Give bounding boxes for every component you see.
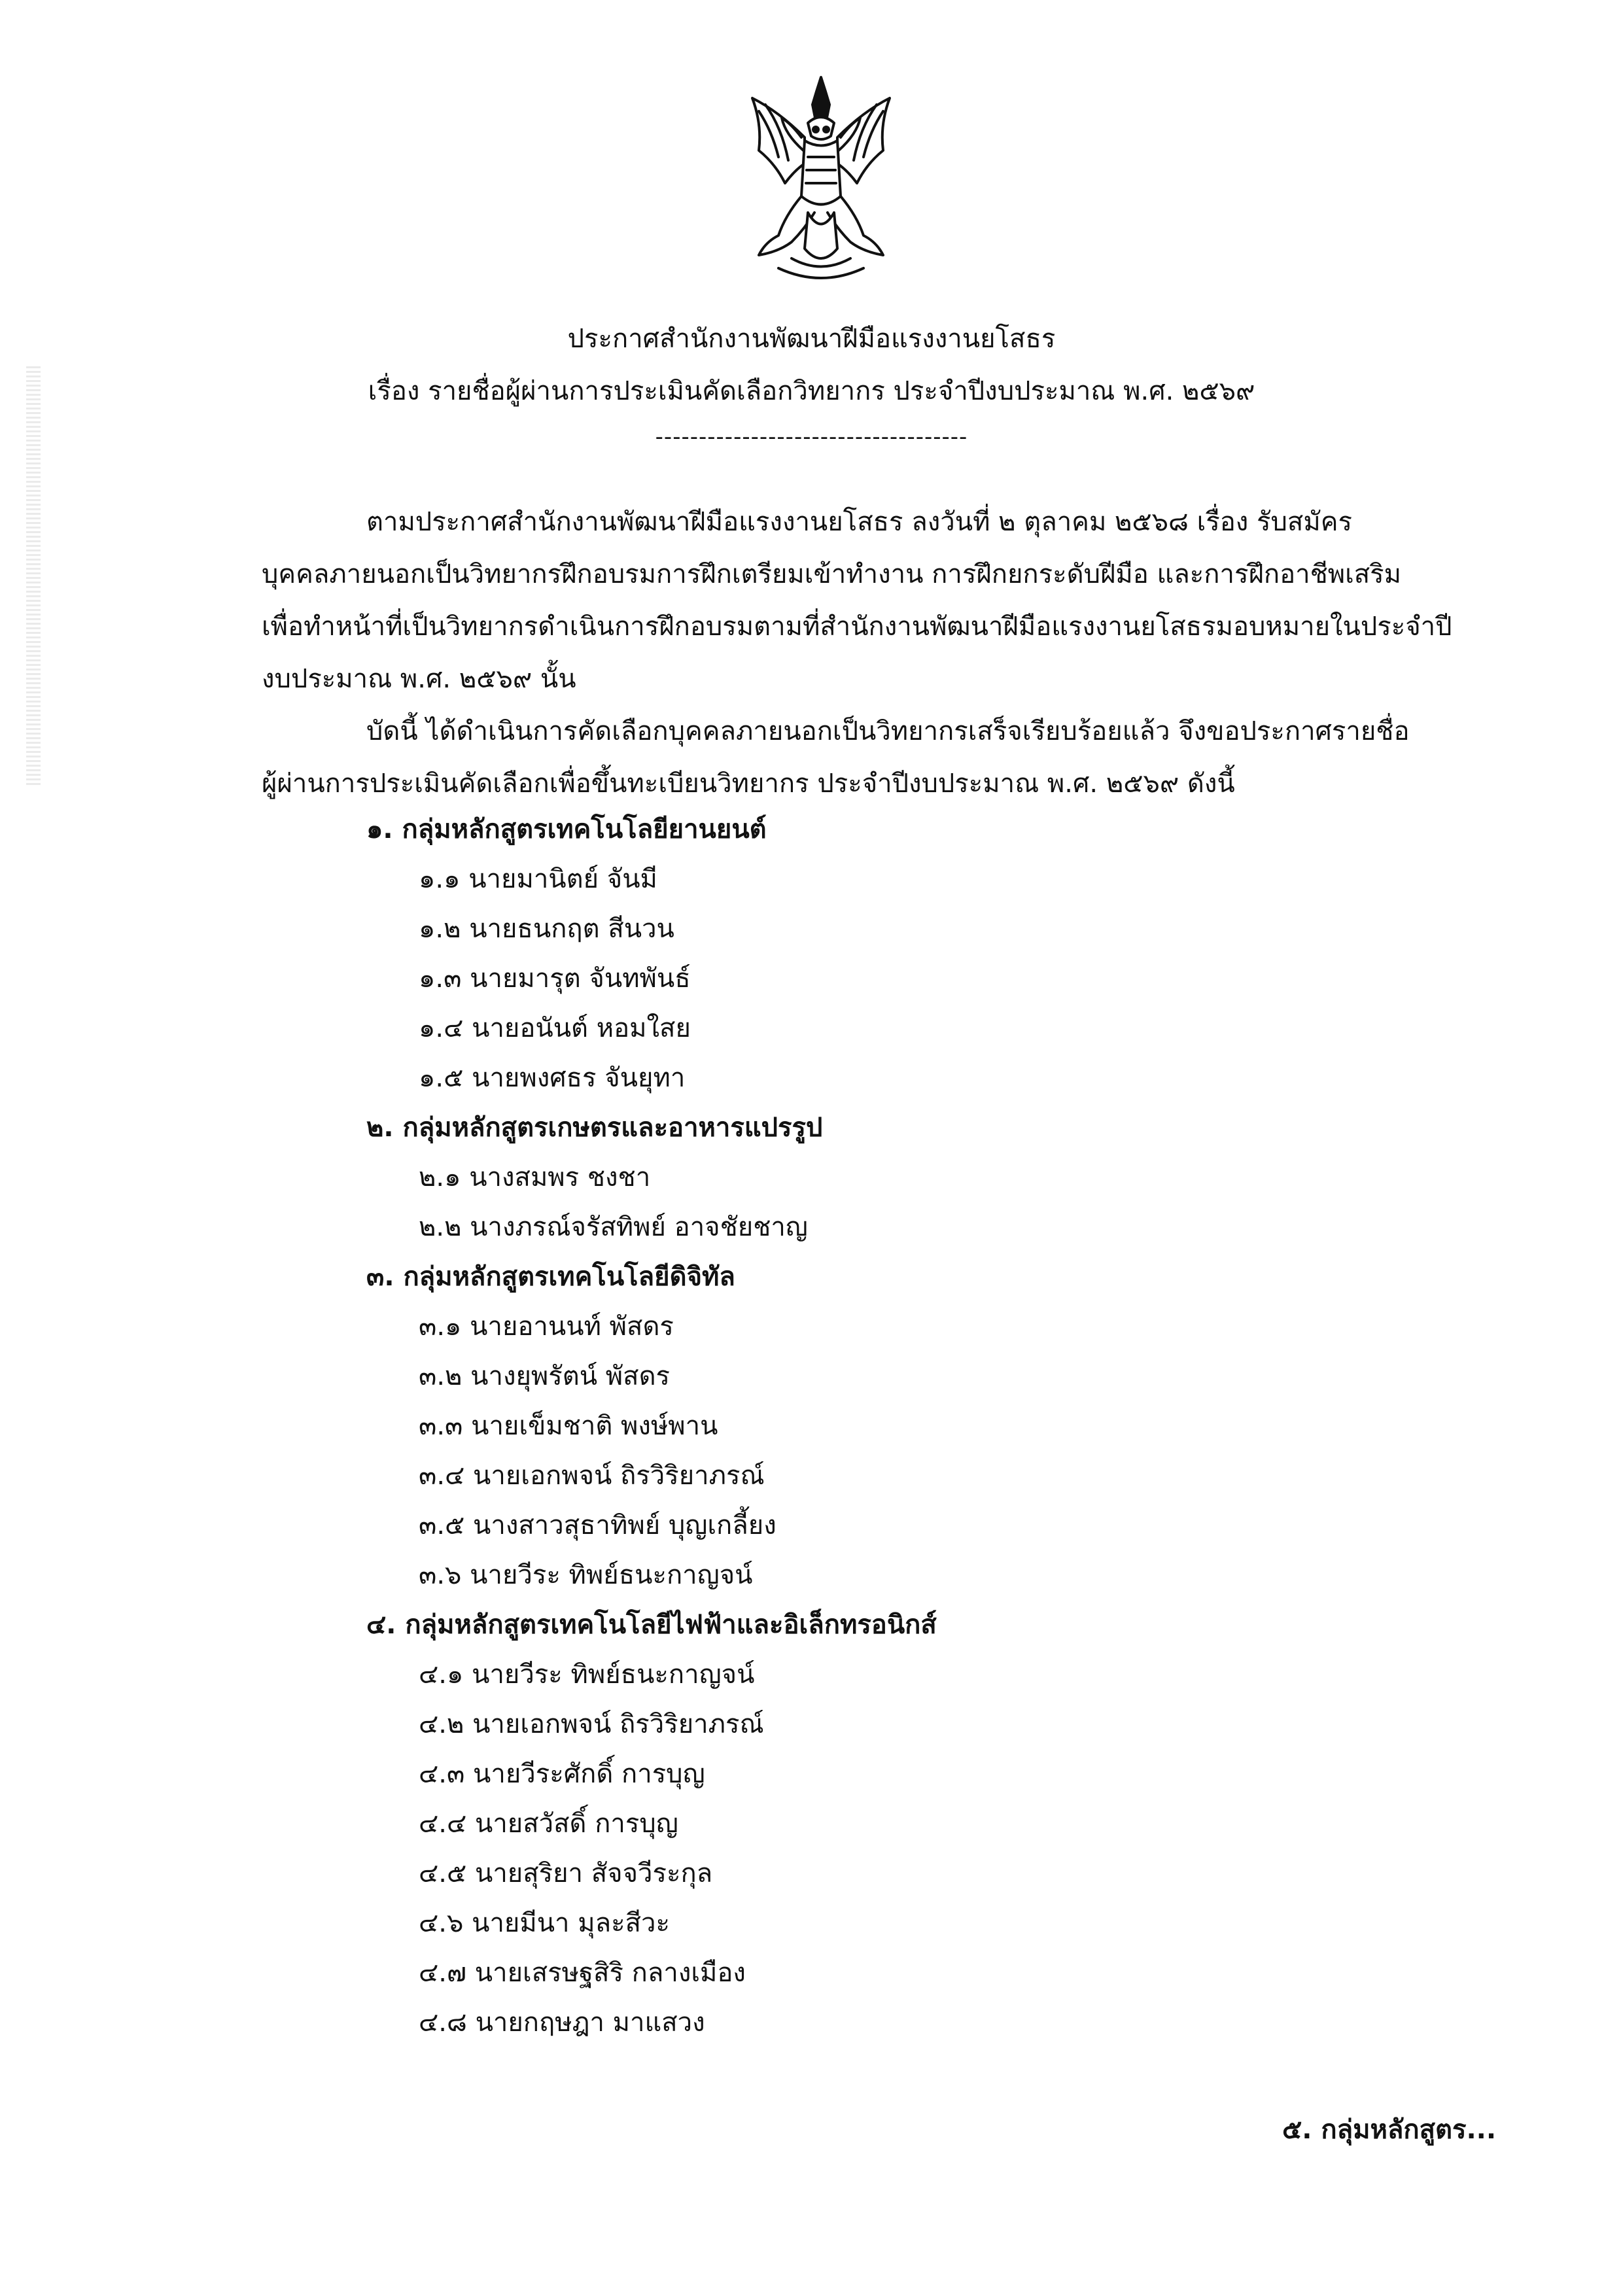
garuda-emblem-icon [739, 72, 903, 294]
list-item: ๓.๕ นางสาวสุธาทิพย์ บุญเกลี้ยง [419, 1510, 777, 1540]
paragraph-line: บุคคลภายนอกเป็นวิทยากรฝึกอบรมการฝึกเตรียมเข้าทำงาน การฝึกยกระดับฝีมือ และการฝึกอาชีพเสริม [262, 559, 1402, 589]
paragraph-line: งบประมาณ พ.ศ. ๒๕๖๙ นั้น [262, 664, 576, 694]
list-item: ๑.๒ นายธนกฤต สีนวน [419, 914, 674, 944]
course-group-heading: ๓. กลุ่มหลักสูตรเทคโนโลยีดิจิทัล [366, 1262, 735, 1292]
announcement-subject: เรื่อง รายชื่อผู้ผ่านการประเมินคัดเลือกวิทยากร ประจำปีงบประมาณ พ.ศ. ๒๕๖๙ [368, 376, 1255, 406]
list-item: ๔.๒ นายเอกพจน์ ถิรวิริยาภรณ์ [419, 1709, 764, 1739]
list-item: ๔.๑ นายวีระ ทิพย์ธนะกาญจน์ [419, 1660, 755, 1690]
list-item: ๔.๗ นายเสรษฐสิริ กลางเมือง [419, 1958, 746, 1988]
list-item: ๒.๒ นางภรณ์จรัสทิพย์ อาจชัยชาญ [419, 1212, 808, 1242]
list-item: ๔.๖ นายมีนา มุละสีวะ [419, 1908, 670, 1938]
paragraph-line: ผู้ผ่านการประเมินคัดเลือกเพื่อขึ้นทะเบียนวิทยากร ประจำปีงบประมาณ พ.ศ. ๒๕๖๙ ดังนี้ [262, 769, 1235, 799]
list-item: ๓.๑ นายอานนท์ พัสดร [419, 1312, 674, 1342]
paragraph-line: ตามประกาศสำนักงานพัฒนาฝีมือแรงงานยโสธร ลงวันที่ ๒ ตุลาคม ๒๕๖๘ เรื่อง รับสมัคร [366, 507, 1352, 537]
list-item: ๑.๓ นายมารุต จันทพันธ์ [419, 964, 691, 994]
list-item: ๓.๓ นายเข็มชาติ พงษ์พาน [419, 1411, 718, 1441]
course-group-heading: ๔. กลุ่มหลักสูตรเทคโนโลยีไฟฟ้าและอิเล็กทรอนิกส์ [366, 1610, 937, 1640]
list-item: ๓.๖ นายวีระ ทิพย์ธนะกาญจน์ [419, 1560, 753, 1590]
course-group-heading: ๑. กลุ่มหลักสูตรเทคโนโลยียานยนต์ [366, 814, 767, 844]
paragraph-line: เพื่อทำหน้าที่เป็นวิทยากรดำเนินการฝึกอบรมตามที่สำนักงานพัฒนาฝีมือแรงงานยโสธรมอบหมายในประจำปี [262, 612, 1452, 642]
announcement-title: ประกาศสำนักงานพัฒนาฝีมือแรงงานยโสธร [567, 324, 1056, 354]
course-group-heading: ๒. กลุ่มหลักสูตรเกษตรและอาหารแปรรูป [366, 1113, 823, 1143]
list-item: ๔.๓ นายวีระศักดิ์ การบุญ [419, 1759, 705, 1789]
list-item: ๑.๕ นายพงศธร จันยุทา [419, 1063, 686, 1093]
list-item: ๓.๒ นางยุพรัตน์ พัสดร [419, 1361, 671, 1391]
list-item: ๒.๑ นางสมพร ชงชา [419, 1162, 651, 1192]
title-separator: ------------------------------------ [655, 424, 968, 450]
paragraph-line: บัดนี้ ได้ดำเนินการคัดเลือกบุคคลภายนอกเป็นวิทยากรเสร็จเรียบร้อยแล้ว จึงขอประกาศรายชื่อ [366, 716, 1410, 746]
list-item: ๔.๘ นายกฤษฎา มาแสวง [419, 2008, 705, 2038]
page-continuation: ๕. กลุ่มหลักสูตร... [1282, 2115, 1497, 2145]
list-item: ๔.๕ นายสุริยา สัจจวีระกุล [419, 1858, 713, 1888]
list-item: ๔.๔ นายสวัสดิ์ การบุญ [419, 1809, 678, 1839]
list-item: ๓.๔ นายเอกพจน์ ถิรวิริยาภรณ์ [419, 1461, 765, 1491]
list-item: ๑.๑ นายมานิตย์ จันมี [419, 864, 657, 894]
list-item: ๑.๔ นายอนันต์ หอมใสย [419, 1013, 691, 1043]
